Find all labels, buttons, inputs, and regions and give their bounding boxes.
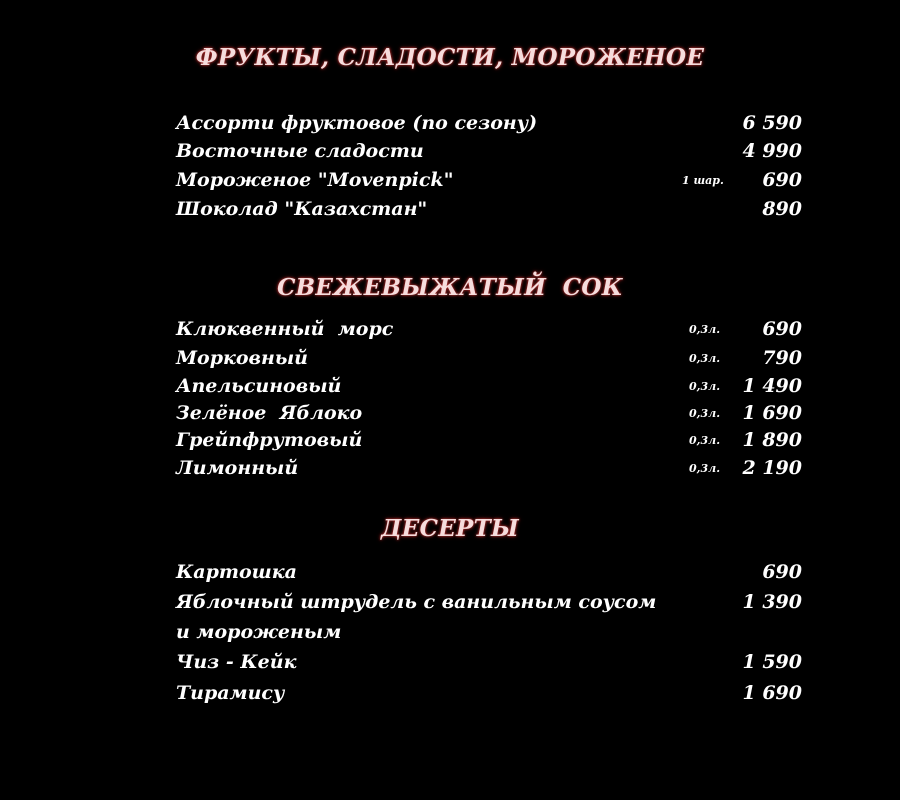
item-price: 4 990 bbox=[742, 140, 802, 162]
item-price: 790 bbox=[762, 347, 802, 369]
item-name: Яблочный штрудель с ванильным соусом bbox=[176, 591, 657, 613]
section-heading-desserts: ДЕСЕРТЫ bbox=[381, 515, 519, 542]
item-price: 1 590 bbox=[742, 651, 802, 673]
item-price: 890 bbox=[762, 198, 802, 220]
item-unit: 0,3л. bbox=[689, 323, 721, 336]
menu-item-carrot-juice bbox=[176, 347, 826, 375]
menu-item-apple-strudel-continuation bbox=[176, 621, 826, 649]
menu-item-orange-juice bbox=[176, 375, 826, 403]
item-name: Клюквенный морс bbox=[176, 318, 394, 340]
item-name: Восточные сладости bbox=[176, 140, 424, 162]
menu-item-kartoshka bbox=[176, 561, 826, 589]
item-name: Ассорти фруктовое (по сезону) bbox=[176, 112, 538, 134]
item-name: Чиз - Кейк bbox=[176, 651, 297, 673]
menu-item-cheesecake bbox=[176, 651, 826, 679]
item-unit: 1 шар. bbox=[682, 174, 724, 187]
item-price: 1 690 bbox=[742, 402, 802, 424]
item-unit: 0,3л. bbox=[689, 462, 721, 475]
item-price: 1 490 bbox=[742, 375, 802, 397]
menu-item-grapefruit-juice bbox=[176, 429, 826, 457]
menu-item-ice-cream bbox=[176, 169, 826, 197]
item-name: Морковный bbox=[176, 347, 308, 369]
item-name: Картошка bbox=[176, 561, 297, 583]
item-price: 690 bbox=[762, 169, 802, 191]
item-price: 1 890 bbox=[742, 429, 802, 451]
item-name: Лимонный bbox=[176, 457, 299, 479]
menu-item-green-apple-juice bbox=[176, 402, 826, 430]
menu-item-chocolate bbox=[176, 198, 826, 226]
item-name: Шоколад "Казахстан" bbox=[176, 198, 428, 220]
item-name: Тирамису bbox=[176, 682, 285, 704]
menu-item-cranberry-mors bbox=[176, 318, 826, 346]
menu-item-lemon-juice bbox=[176, 457, 826, 485]
item-price: 1 390 bbox=[742, 591, 802, 613]
menu-item-fruit-assortment bbox=[176, 112, 826, 140]
item-unit: 0,3л. bbox=[689, 380, 721, 393]
section-heading-fruits-sweets: ФРУКТЫ, СЛАДОСТИ, МОРОЖЕНОЕ bbox=[195, 44, 705, 71]
item-price: 1 690 bbox=[742, 682, 802, 704]
menu-item-apple-strudel bbox=[176, 591, 826, 619]
section-heading-fresh-juice: СВЕЖЕВЫЖАТЫЙ СОК bbox=[277, 274, 623, 301]
item-name: Грейпфрутовый bbox=[176, 429, 363, 451]
item-unit: 0,3л. bbox=[689, 407, 721, 420]
item-unit: 0,3л. bbox=[689, 434, 721, 447]
item-price: 2 190 bbox=[742, 457, 802, 479]
item-name: и мороженым bbox=[176, 621, 342, 643]
menu-item-tiramisu bbox=[176, 682, 826, 710]
item-unit: 0,3л. bbox=[689, 352, 721, 365]
item-price: 690 bbox=[762, 561, 802, 583]
item-name: Зелёное Яблоко bbox=[176, 402, 363, 424]
item-price: 6 590 bbox=[742, 112, 802, 134]
menu-item-oriental-sweets bbox=[176, 140, 826, 168]
item-name: Апельсиновый bbox=[176, 375, 342, 397]
item-price: 690 bbox=[762, 318, 802, 340]
item-name: Мороженое "Movenpick" bbox=[176, 169, 454, 191]
